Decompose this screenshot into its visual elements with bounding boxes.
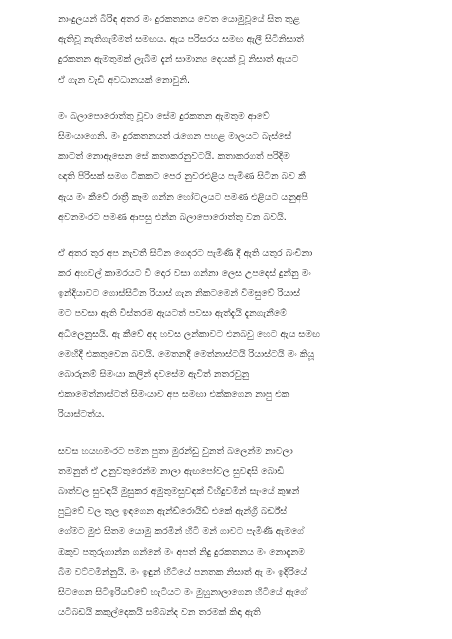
text-line: පුටුවේ වල තුල ඉඳගෙන ඇන්ඩ්රොයිඩ් එකේ ඇන්ග්‍රි බර්ඩ්ස් — [58, 506, 288, 518]
text-line: සවස හයහමංරට පමන පුතා මුරන්ඩු වුනත් බලෙන්ම නාවලා — [58, 445, 293, 457]
text-line: ඇය මං කීවේ රාත්‍රී කෑම ගන්න හෝටලයට පමණ එළියට යනුඅපි — [58, 191, 308, 203]
text-line: බාත්වල සුවඳයි මුසුකර අමුතුමසුවඳක් විහිදුවමින් සැංයේ කුෂන් — [58, 485, 300, 497]
text-line: අධිලෙනුසයි. ඇ කීවේ අද හවස ලන්කාවට එනබවු හෙට ඇය සමඟ — [58, 328, 320, 340]
text-line: මෙහිදී එකතුවෙන බවයි. මෙතනදී මෙත්නාස්ටයි රියාස්ටයි මං කියූ — [58, 348, 315, 360]
text-line: නාංදුලයන් බිරිඳ අතර මං දුරකතනය වෙත යොමුවූයේ සිත තුළ — [58, 14, 300, 25]
text-line: කාටත් නොඇසෙන සේ කතාකරනුවටයි. කතාකරගත් පරිදිම — [58, 151, 290, 163]
text-line: ඒ ගැන වැඩි අවධානයක් නොවුනි. — [58, 74, 191, 86]
text-line: සිටගෙන සිටිඉරියව්වේ හැටියට මං මුහුනාලාගෙන හිටියේ ඇගේ — [58, 586, 307, 598]
text-line: තමනුත් ඒ උනුවතුරෙන්ම නාලා ඇඟපෝවල සුවඳසි බොඩි — [58, 465, 285, 477]
paragraph-2 — [58, 107, 416, 228]
paragraph-4 — [58, 442, 416, 624]
text-line: බොරුනම් සිමංයා කලින් දවසේම ඇවිත් නතරවුනු — [58, 369, 250, 380]
text-line: අවනමංරට පමණ ආපසු එන්න බලාපොරොත්තු වන බවයි. — [58, 211, 287, 223]
text-line: මං බලාපොරොත්තු වූවා සේම දුරකතන ඇමතුම ආවේ — [58, 110, 270, 122]
text-line: ඇතිවූ නැතිගැම්මත් සමඟය. ඇය පරිසරය සමඟ ඇලී සිටිනිසාත් — [58, 34, 304, 46]
text-line: එකාමෙත්නාස්ටත් සිමංයාව අප සමඟා එක්කගෙන නාපු එක — [58, 389, 290, 401]
text-line: ඉන්දියාවට ගොස්සිටින රියාස් ගැන නිකටමෙන් විමසුවේ රියාස් — [58, 288, 300, 300]
paragraph-3 — [58, 244, 416, 426]
text-line: ඒ අතර තුර අප නැවතී සිටින ගෙදරට පැමිණි දී ඇති යතුර බංචිනා — [58, 247, 313, 259]
text-line: යටිබඩයි කකුල්දෙකයි සම්බන්ද වන තරමක් කිඳා ඇති — [58, 607, 261, 619]
text-line: ඔකුව පතුරුගාන්න ගන්නේ මං අපත් නිදු දුරකතනය මං නොදැනම — [58, 546, 305, 558]
text-line: කර අහවල් කාමරයට වී දොර වසා ගන්නා ලෙස උපදෙස් දුන්නු මං — [58, 268, 311, 280]
text-line: බිම වට්ටමින්නුයි. මං ඉඳුන් හිටියේ පනතක නිසාත් ඇ මං ඉදිරියේ — [58, 566, 308, 578]
text-line: දුරකතන ඇමතුමක් ලැබීම දැන් සාමාන්‍ය දෙයක් වූ නිසාත් ඇයට — [58, 54, 299, 66]
text-line: මට පවසා ඇති විස්තරම ඇයටත් පවසා ඇත්දැයි දැනගැනීමේ — [58, 308, 287, 320]
text-line: ගේමට මුළු සිතම යොමු කරමින් හිටි මන් ගාවට පැමිණි ඇමගේ — [58, 526, 304, 538]
text-line: ඥාති පිරිසක් සමග ටිකකට පෙර නුවරඑළිය පැමිණ සිටින බව කී — [58, 171, 306, 183]
text-line: සිමංයාගෙනි. මං දුරකතනයත් රැගෙන පහළ මාලයට බැස්සේ — [58, 130, 292, 142]
text-line: රියාස්ටත්ය. — [58, 409, 105, 421]
paragraph-1 — [58, 10, 416, 91]
